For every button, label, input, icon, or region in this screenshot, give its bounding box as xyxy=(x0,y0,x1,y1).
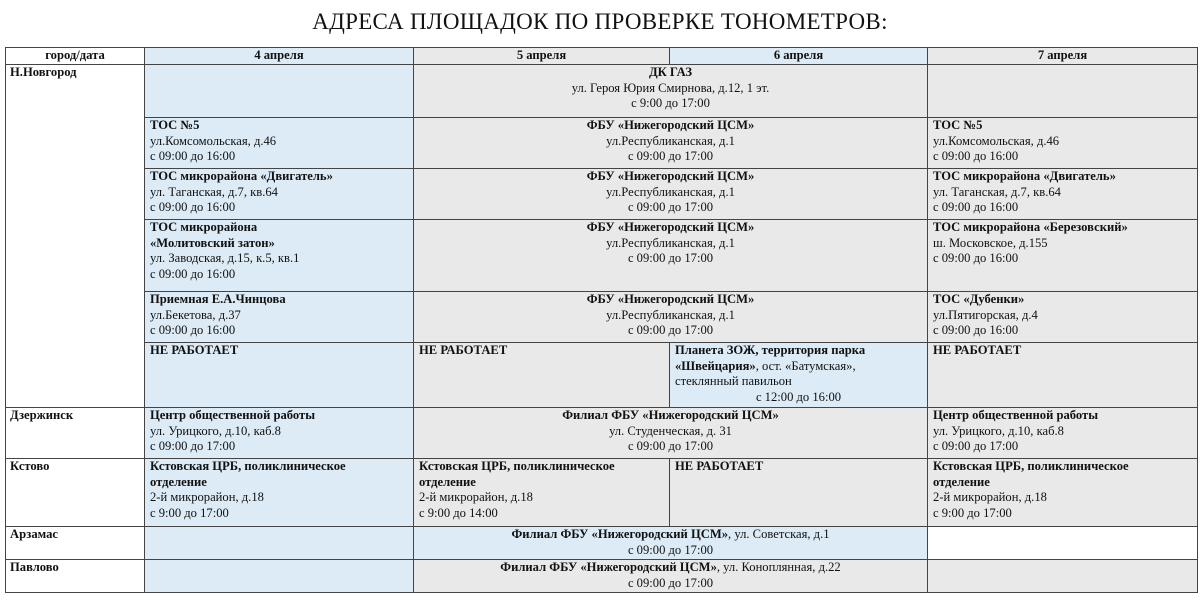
venue-hours: с 9:00 до 17:00 xyxy=(150,505,229,520)
venue-name: Кстовская ЦРБ, поликлиническое xyxy=(419,459,615,473)
venue-arzamas xyxy=(414,527,928,560)
header-april-5: 5 апреля xyxy=(414,48,670,65)
venue-hours: с 09:00 до 17:00 xyxy=(627,323,714,337)
venue-address: ул. Урицкого, д.10, каб.8 xyxy=(150,423,281,438)
table-row xyxy=(6,65,1198,118)
venue-address: 2-й микрорайон, д.18 xyxy=(933,490,1047,504)
venue-dk-gaz xyxy=(414,65,928,118)
venue-name: Приемная Е.А.Чинцова xyxy=(150,292,286,306)
venue-name: ТОС №5 xyxy=(150,118,200,132)
header-april-7: 7 апреля xyxy=(928,48,1198,65)
venue-address: ул.Республиканская, д.1 xyxy=(606,307,735,322)
cell-closed xyxy=(414,343,670,408)
cell-closed xyxy=(145,343,414,408)
cell-closed xyxy=(670,459,928,527)
venue-address: ул. Студенческая, д. 31 xyxy=(609,423,732,438)
venue-name: ФБУ «Нижегородский ЦСМ» xyxy=(586,118,755,132)
venue-name: ДК ГАЗ xyxy=(648,65,692,79)
venue-name-address xyxy=(675,359,922,375)
venue-name: ТОС «Дубенки» xyxy=(933,292,1025,306)
table-row xyxy=(6,343,1198,408)
header-april-4: 4 апреля xyxy=(145,48,414,65)
table-row xyxy=(6,292,1198,343)
venue-address: ул. Таганская, д.7, кв.64 xyxy=(933,184,1061,199)
venue-name: ФБУ «Нижегородский ЦСМ» xyxy=(586,292,755,306)
closed-label: НЕ РАБОТАЕТ xyxy=(419,343,508,357)
venue-ks-c1 xyxy=(145,459,414,527)
venue-name: Центр общественной работы xyxy=(933,408,1099,422)
venue-dz-mid xyxy=(414,408,928,459)
venue-chintsov-left xyxy=(145,292,414,343)
table-row xyxy=(6,169,1198,220)
venue-hours: с 09:00 до 16:00 xyxy=(150,266,236,281)
venue-address: ул.Пятигорская, д.4 xyxy=(933,307,1038,322)
cell-empty xyxy=(145,527,414,560)
table-row xyxy=(6,459,1198,527)
cell-empty xyxy=(928,65,1198,118)
venue-address-cont: стеклянный павильон xyxy=(675,374,792,388)
venue-name-address xyxy=(419,560,922,576)
venue-csm-r4 xyxy=(414,220,928,292)
venue-name: ТОС микрорайона «Березовский» xyxy=(933,220,1128,234)
venue-name: Планета ЗОЖ, территория парка xyxy=(675,343,866,357)
venue-hours: с 09:00 до 17:00 xyxy=(627,149,714,163)
venue-hours: с 09:00 до 17:00 xyxy=(627,439,714,453)
venue-address: , ост. «Батумская», xyxy=(755,358,856,373)
venue-hours: с 09:00 до 17:00 xyxy=(933,439,1019,453)
venue-name: ФБУ «Нижегородский ЦСМ» xyxy=(586,220,755,234)
venue-dz-left xyxy=(145,408,414,459)
venue-hours: с 9:00 до 17:00 xyxy=(631,96,710,110)
venue-name: ФБУ «Нижегородский ЦСМ» xyxy=(586,169,755,183)
venue-dvigatel-left xyxy=(145,169,414,220)
venue-hours: с 9:00 до 14:00 xyxy=(419,505,498,520)
venue-name: Кстовская ЦРБ, поликлиническое xyxy=(933,459,1129,473)
venue-hours: с 12:00 до 16:00 xyxy=(755,389,842,404)
table-row xyxy=(6,118,1198,169)
venue-address: ул. Урицкого, д.10, каб.8 xyxy=(933,423,1064,438)
venue-name: ТОС микрорайона xyxy=(150,220,258,234)
venue-address: ул.Комсомольская, д.46 xyxy=(933,133,1060,148)
venue-molitovsky-left xyxy=(145,220,414,292)
closed-label: НЕ РАБОТАЕТ xyxy=(933,343,1022,357)
cell-empty xyxy=(145,65,414,118)
venue-tos5-right xyxy=(928,118,1198,169)
header-city-date: город/дата xyxy=(6,48,145,65)
city-kstovo: Кстово xyxy=(6,459,145,527)
venue-ks-c2 xyxy=(414,459,670,527)
table-row xyxy=(6,220,1198,292)
closed-label: НЕ РАБОТАЕТ xyxy=(675,459,764,473)
venue-name-cont: «Молитовский затон» xyxy=(150,235,275,250)
venue-csm-r5 xyxy=(414,292,928,343)
venue-address: ул.Бекетова, д.37 xyxy=(150,307,241,322)
venue-name-cont: «Швейцария» xyxy=(675,358,756,373)
city-pavlovo: Павлово xyxy=(6,560,145,593)
venue-address: ул. Заводская, д.15, к.5, кв.1 xyxy=(150,251,300,265)
cell-empty xyxy=(928,560,1198,593)
venue-hours: с 9:00 до 17:00 xyxy=(933,505,1012,520)
venue-hours: с 09:00 до 16:00 xyxy=(933,251,1019,265)
cell-empty xyxy=(928,527,1198,560)
venue-address: ул.Республиканская, д.1 xyxy=(606,235,735,250)
page-title: АДРЕСА ПЛОЩАДОК ПО ПРОВЕРКЕ ТОНОМЕТРОВ: xyxy=(312,9,888,34)
venue-address: ул.Республиканская, д.1 xyxy=(606,133,735,148)
venue-berezovsky-right xyxy=(928,220,1198,292)
venue-dvigatel-right xyxy=(928,169,1198,220)
venue-name: ТОС №5 xyxy=(933,118,983,132)
venue-csm-r3 xyxy=(414,169,928,220)
venue-hours: с 09:00 до 16:00 xyxy=(933,323,1019,337)
venue-hours: с 09:00 до 17:00 xyxy=(627,251,714,265)
venue-dubenki-right xyxy=(928,292,1198,343)
venue-dz-right xyxy=(928,408,1198,459)
venue-name-address xyxy=(419,527,922,543)
cell-empty xyxy=(145,560,414,593)
venue-address: 2-й микрорайон, д.18 xyxy=(419,490,533,504)
city-arzamas: Арзамас xyxy=(6,527,145,560)
venue-hours: с 09:00 до 17:00 xyxy=(150,439,236,453)
venue-hours: с 09:00 до 16:00 xyxy=(150,323,236,337)
venue-name: Кстовская ЦРБ, поликлиническое xyxy=(150,459,346,473)
venue-address: 2-й микрорайон, д.18 xyxy=(150,490,264,504)
venue-name-cont: отделение xyxy=(419,474,476,489)
header-april-6: 6 апреля xyxy=(670,48,928,65)
venue-ks-c4 xyxy=(928,459,1198,527)
venue-address: , ул. Советская, д.1 xyxy=(728,527,830,541)
venue-name-cont: отделение xyxy=(150,474,207,489)
venue-address: ул.Республиканская, д.1 xyxy=(606,184,735,199)
venue-csm-r2 xyxy=(414,118,928,169)
venue-hours: с 09:00 до 17:00 xyxy=(627,575,714,590)
venue-name: Филиал ФБУ «Нижегородский ЦСМ» xyxy=(500,560,717,574)
header-row xyxy=(6,48,1198,65)
schedule-table xyxy=(5,47,1198,593)
table-row xyxy=(6,560,1198,593)
venue-address: , ул. Коноплянная, д.22 xyxy=(716,560,841,574)
venue-name: Филиал ФБУ «Нижегородский ЦСМ» xyxy=(562,408,779,422)
cell-closed xyxy=(928,343,1198,408)
venue-name: Центр общественной работы xyxy=(150,408,316,422)
table-row xyxy=(6,408,1198,459)
venue-name: ТОС микрорайона «Двигатель» xyxy=(933,169,1116,183)
venue-address: ул.Комсомольская, д.46 xyxy=(150,133,277,148)
venue-hours: с 09:00 до 16:00 xyxy=(933,200,1019,214)
city-nizhny-novgorod: Н.Новгород xyxy=(6,65,145,408)
venue-hours: с 09:00 до 16:00 xyxy=(150,149,236,163)
venue-name-cont: отделение xyxy=(933,474,990,489)
closed-label: НЕ РАБОТАЕТ xyxy=(150,343,239,357)
venue-address: ш. Московское, д.155 xyxy=(933,235,1048,250)
venue-pavlovo xyxy=(414,560,928,593)
venue-hours: с 09:00 до 17:00 xyxy=(627,542,714,557)
venue-address: ул. Таганская, д.7, кв.64 xyxy=(150,184,278,199)
venue-name: ТОС микрорайона «Двигатель» xyxy=(150,169,333,183)
venue-hours: с 09:00 до 16:00 xyxy=(150,200,236,214)
city-dzerzhinsk: Дзержинск xyxy=(6,408,145,459)
table-row xyxy=(6,527,1198,560)
venue-planeta-zozh xyxy=(670,343,928,408)
venue-name: Филиал ФБУ «Нижегородский ЦСМ» xyxy=(511,527,729,541)
venue-hours: с 09:00 до 16:00 xyxy=(933,149,1019,163)
venue-tos5-left xyxy=(145,118,414,169)
venue-address: ул. Героя Юрия Смирнова, д.12, 1 эт. xyxy=(571,80,770,95)
venue-hours: с 09:00 до 17:00 xyxy=(627,200,714,214)
